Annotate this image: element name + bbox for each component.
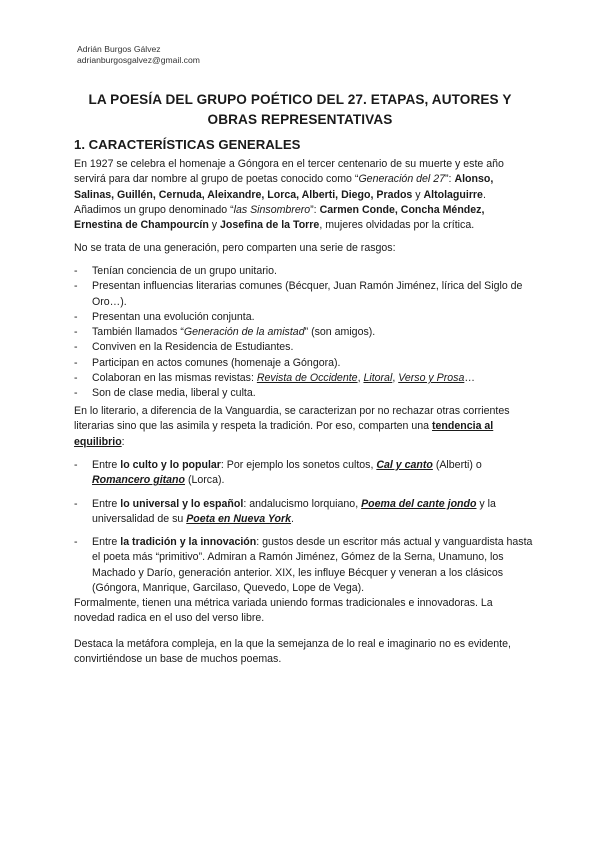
document-title	[70, 90, 530, 130]
formal-paragraph: Formalmente, tienen una métrica variada uniendo formas tradicionales e innovadoras. La novedad radica en el uso del verso libre.	[74, 597, 493, 625]
author-block	[77, 44, 200, 65]
list-item: - Presentan una evolución conjunta.	[74, 310, 255, 323]
list-item: - Conviven en la Residencia de Estudiantes.	[74, 341, 294, 354]
list-item: - Colaboran en las mismas revistas: Revista de Occidente, Litoral, Verso y Prosa…	[74, 372, 475, 385]
author-name: Adrián Burgos Gálvez	[77, 44, 161, 54]
gen27-term: Generación del 27	[358, 173, 446, 186]
rasgos-intro: No se trata de una generación, pero comparten una serie de rasgos:	[74, 242, 396, 254]
list-item: - Entre la tradición y la innovación: gustos desde un escritor más actual y vanguardista hasta el poeta más “primitivo”. Admiran a Ramón Jiménez, Gómez de la Serna, Unamuno, los Machado y Darío, generación anterior. XIX, les influye Bécquer y veneran a los clásicos (Góngora, Manrique, Garcilaso, Quevedo, Lope de Vega).	[74, 536, 533, 595]
sinsombrero-term: las Sinsombrero	[233, 203, 311, 216]
section-heading: 1. CARACTERÍSTICAS GENERALES	[74, 137, 301, 152]
list-item: - Son de clase media, liberal y culta.	[74, 387, 256, 400]
rasgos-list	[74, 264, 534, 402]
list-item: - Entre lo universal y lo español: andalucismo lorquiano, Poema del cante jondo y la universalidad de su Poeta en Nueva York.	[74, 497, 496, 525]
list-item: - Participan en actos comunes (homenaje a Góngora).	[74, 356, 341, 369]
metafora-paragraph: Destaca la metáfora compleja, en la que la semejanza de lo real e imaginario no es evidente, convirtiéndose un base de muchos poemas.	[74, 638, 511, 666]
women-poets: Carmen Conde, Concha Méndez, Ernestina de Champourcín	[74, 203, 485, 232]
poets-list: Alonso, Salinas, Guillén, Cernuda, Aleixandre, Lorca, Alberti, Diego, Prados	[74, 173, 494, 201]
author-email: adrianburgosgalvez@gmail.com	[77, 54, 200, 65]
list-item: - También llamados “Generación de la amistad” (son amigos).	[74, 326, 376, 339]
equilibrio-list	[74, 458, 534, 596]
intro-paragraph: En 1927 se celebra el homenaje a Góngora en el tercer centenario de su muerte y este año servirá para dar nombre al grupo de poetas conocido como “Generación del 27”: Alonso, Salinas, Guillén, Cernuda, Aleixandre, Lorca, Alberti, Diego, Prados y Altolaguirre. Añadimos un grupo denominado “las Sinsombrero”: Carmen Conde, Concha Méndez, Ernestina de Champourcín y Josefina de la Torre, mujeres olvidadas por la crítica.	[74, 158, 504, 232]
list-item: - Entre lo culto y lo popular: Por ejemplo los sonetos cultos, Cal y canto (Alberti) o Romancero gitano (Lorca).	[74, 459, 482, 487]
title-line-2: OBRAS REPRESENTATIVAS	[207, 112, 393, 127]
literario-paragraph: En lo literario, a diferencia de la Vanguardia, se caracterizan por no rechazar otras corrientes literarias sino que las asimila y respeta la tradición. Por eso, comparten una tendencia al equilibrio:	[74, 405, 510, 448]
title-line-1: LA POESÍA DEL GRUPO POÉTICO DEL 27. ETAPAS, AUTORES Y	[88, 92, 512, 107]
list-item: - Presentan influencias literarias comunes (Bécquer, Juan Ramón Jiménez, lírica del Siglo de Oro…).	[74, 280, 523, 308]
list-item: - Tenían conciencia de un grupo unitario.	[74, 265, 277, 277]
